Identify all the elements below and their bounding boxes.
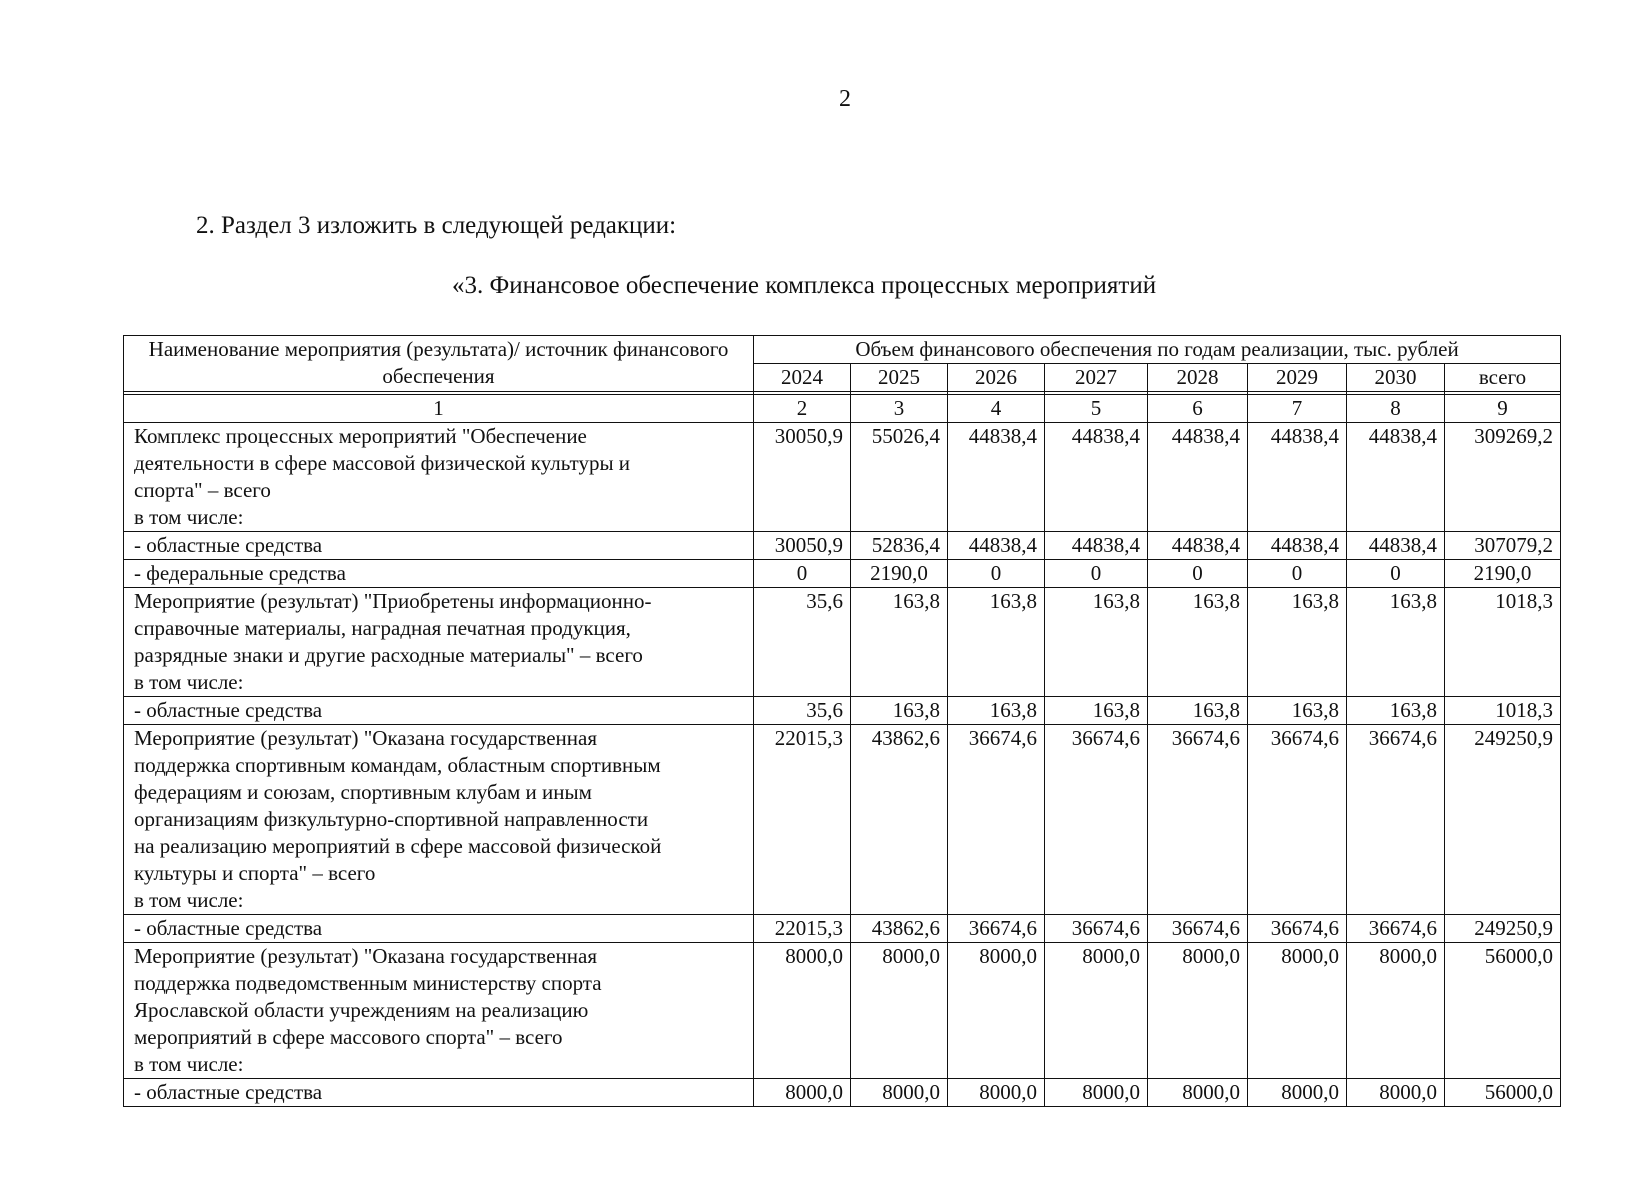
row-name [124,943,754,1079]
header-year: 2027 [1045,364,1148,392]
row-name-line: деятельности в сфере массовой физической культуры и [134,451,631,475]
row-name-line: мероприятий в сфере массового спорта" – всего [134,1025,563,1049]
row-year-value: 8000,0 [1148,943,1248,1079]
section-title: «3. Финансовое обеспечение комплекса процессных мероприятий [452,272,1157,299]
row-year-value: 52836,4 [851,532,948,560]
table-row [124,423,1561,532]
row-year-value: 44838,4 [1148,532,1248,560]
row-year-value: 36674,6 [948,915,1045,943]
row-name-line: федерациям и союзам, спортивным клубам и иным [134,780,592,804]
header-year: 2025 [851,364,948,392]
row-name [124,915,754,943]
row-name-line: - федеральные средства [134,561,346,585]
table-row [124,697,1561,725]
row-year-value: 8000,0 [948,943,1045,1079]
row-name-line: Мероприятие (результат) "Приобретены информационно- [134,589,652,613]
row-name-line: в том числе: [134,505,244,529]
table-row [124,560,1561,588]
column-number: 7 [1248,395,1347,423]
row-year-value: 163,8 [1148,697,1248,725]
row-name [124,697,754,725]
row-year-value: 36674,6 [1148,915,1248,943]
row-year-value: 30050,9 [754,423,851,532]
header-year: 2029 [1248,364,1347,392]
row-year-value: 163,8 [1148,588,1248,697]
row-year-value: 8000,0 [754,943,851,1079]
table-row [124,915,1561,943]
column-number: 1 [124,395,754,423]
table-row [124,943,1561,1079]
row-year-value: 0 [1148,560,1248,588]
row-year-value: 0 [1045,560,1148,588]
row-year-value: 163,8 [1248,697,1347,725]
row-year-value: 36674,6 [1045,725,1148,915]
row-year-value: 163,8 [1045,588,1148,697]
row-year-value: 36674,6 [948,725,1045,915]
row-year-value: 43862,6 [851,915,948,943]
row-year-value: 8000,0 [1148,1079,1248,1107]
row-year-value: 8000,0 [851,943,948,1079]
row-year-value: 163,8 [1347,697,1445,725]
row-year-value: 0 [754,560,851,588]
page-number: 2 [839,86,851,112]
row-name-line: в том числе: [134,670,244,694]
row-year-value: 8000,0 [754,1079,851,1107]
row-name [124,560,754,588]
row-year-value: 8000,0 [1045,1079,1148,1107]
row-total-value: 309269,2 [1445,423,1561,532]
financing-table [123,335,1561,1107]
row-name-line: в том числе: [134,1052,244,1076]
row-year-value: 44838,4 [948,532,1045,560]
column-numbers-row [124,395,1561,423]
row-year-value: 36674,6 [1045,915,1148,943]
row-year-value: 55026,4 [851,423,948,532]
row-year-value: 8000,0 [1248,943,1347,1079]
row-year-value: 8000,0 [1347,1079,1445,1107]
row-year-value: 44838,4 [1248,423,1347,532]
row-year-value: 0 [1347,560,1445,588]
table-row [124,1079,1561,1107]
row-year-value: 8000,0 [1347,943,1445,1079]
row-total-value: 1018,3 [1445,697,1561,725]
row-year-value: 35,6 [754,588,851,697]
row-name-line: Комплекс процессных мероприятий "Обеспечение [134,424,587,448]
row-year-value: 36674,6 [1248,725,1347,915]
row-name-line: справочные материалы, наградная печатная продукция, [134,616,631,640]
row-name [124,532,754,560]
row-name-line: Ярославской области учреждениям на реализацию [134,998,589,1022]
row-year-value: 8000,0 [1248,1079,1347,1107]
row-name-line: - областные средства [134,916,323,940]
row-name-line: Мероприятие (результат) "Оказана государственная [134,944,598,968]
header-name-column: Наименование мероприятия (результата)/ источник финансового обеспечения [124,336,754,392]
row-name [124,423,754,532]
header-group: Объем финансового обеспечения по годам реализации, тыс. рублей [754,336,1561,364]
row-name-line: - областные средства [134,533,323,557]
row-name-line: организациям физкультурно-спортивной направленности [134,807,649,831]
row-year-value: 36674,6 [1347,915,1445,943]
header-year: 2030 [1347,364,1445,392]
row-total-value: 56000,0 [1445,943,1561,1079]
table-row [124,532,1561,560]
row-name [124,1079,754,1107]
row-year-value: 8000,0 [851,1079,948,1107]
row-year-value: 36674,6 [1347,725,1445,915]
row-name-line: в том числе: [134,888,244,912]
row-year-value: 163,8 [1045,697,1148,725]
row-total-value: 249250,9 [1445,725,1561,915]
column-number: 5 [1045,395,1148,423]
header-row-top [124,336,1561,364]
row-year-value: 0 [948,560,1045,588]
row-year-value: 163,8 [851,697,948,725]
row-year-value: 36674,6 [1148,725,1248,915]
row-year-value: 43862,6 [851,725,948,915]
column-number: 4 [948,395,1045,423]
row-total-value: 56000,0 [1445,1079,1561,1107]
row-name-line: спорта" – всего [134,478,271,502]
row-year-value: 44838,4 [1347,423,1445,532]
row-year-value: 44838,4 [948,423,1045,532]
row-year-value: 163,8 [948,697,1045,725]
row-name-line: Мероприятие (результат) "Оказана государственная [134,726,598,750]
row-year-value: 30050,9 [754,532,851,560]
row-year-value: 44838,4 [1347,532,1445,560]
column-number: 8 [1347,395,1445,423]
row-year-value: 44838,4 [1148,423,1248,532]
table-row [124,588,1561,697]
row-name [124,725,754,915]
header-year: 2024 [754,364,851,392]
row-year-value: 8000,0 [948,1079,1045,1107]
row-year-value: 8000,0 [1045,943,1148,1079]
column-number: 3 [851,395,948,423]
column-number: 2 [754,395,851,423]
row-year-value: 22015,3 [754,915,851,943]
instruction-text: 2. Раздел 3 изложить в следующей редакции: [196,212,677,239]
row-year-value: 44838,4 [1045,532,1148,560]
row-name-line: поддержка спортивным командам, областным спортивным [134,753,661,777]
column-number: 6 [1148,395,1248,423]
row-total-value: 1018,3 [1445,588,1561,697]
row-year-value: 163,8 [1347,588,1445,697]
row-year-value: 0 [1248,560,1347,588]
row-year-value: 36674,6 [1248,915,1347,943]
row-total-value: 2190,0 [1445,560,1561,588]
row-year-value: 163,8 [948,588,1045,697]
row-name [124,588,754,697]
row-name-line: - областные средства [134,698,323,722]
column-number: 9 [1445,395,1561,423]
row-year-value: 44838,4 [1248,532,1347,560]
header-year: 2026 [948,364,1045,392]
row-total-value: 249250,9 [1445,915,1561,943]
row-name-line: на реализацию мероприятий в сфере массовой физической [134,834,662,858]
row-name-line: культуры и спорта" – всего [134,861,376,885]
row-year-value: 163,8 [851,588,948,697]
row-year-value: 44838,4 [1045,423,1148,532]
header-year: 2028 [1148,364,1248,392]
row-year-value: 35,6 [754,697,851,725]
row-name-line: - областные средства [134,1080,323,1104]
row-name-line: поддержка подведомственным министерству спорта [134,971,602,995]
row-name-line: разрядные знаки и другие расходные материалы" – всего [134,643,643,667]
row-year-value: 22015,3 [754,725,851,915]
row-year-value: 2190,0 [851,560,948,588]
table-row [124,725,1561,915]
row-total-value: 307079,2 [1445,532,1561,560]
row-year-value: 163,8 [1248,588,1347,697]
header-total: всего [1445,364,1561,392]
